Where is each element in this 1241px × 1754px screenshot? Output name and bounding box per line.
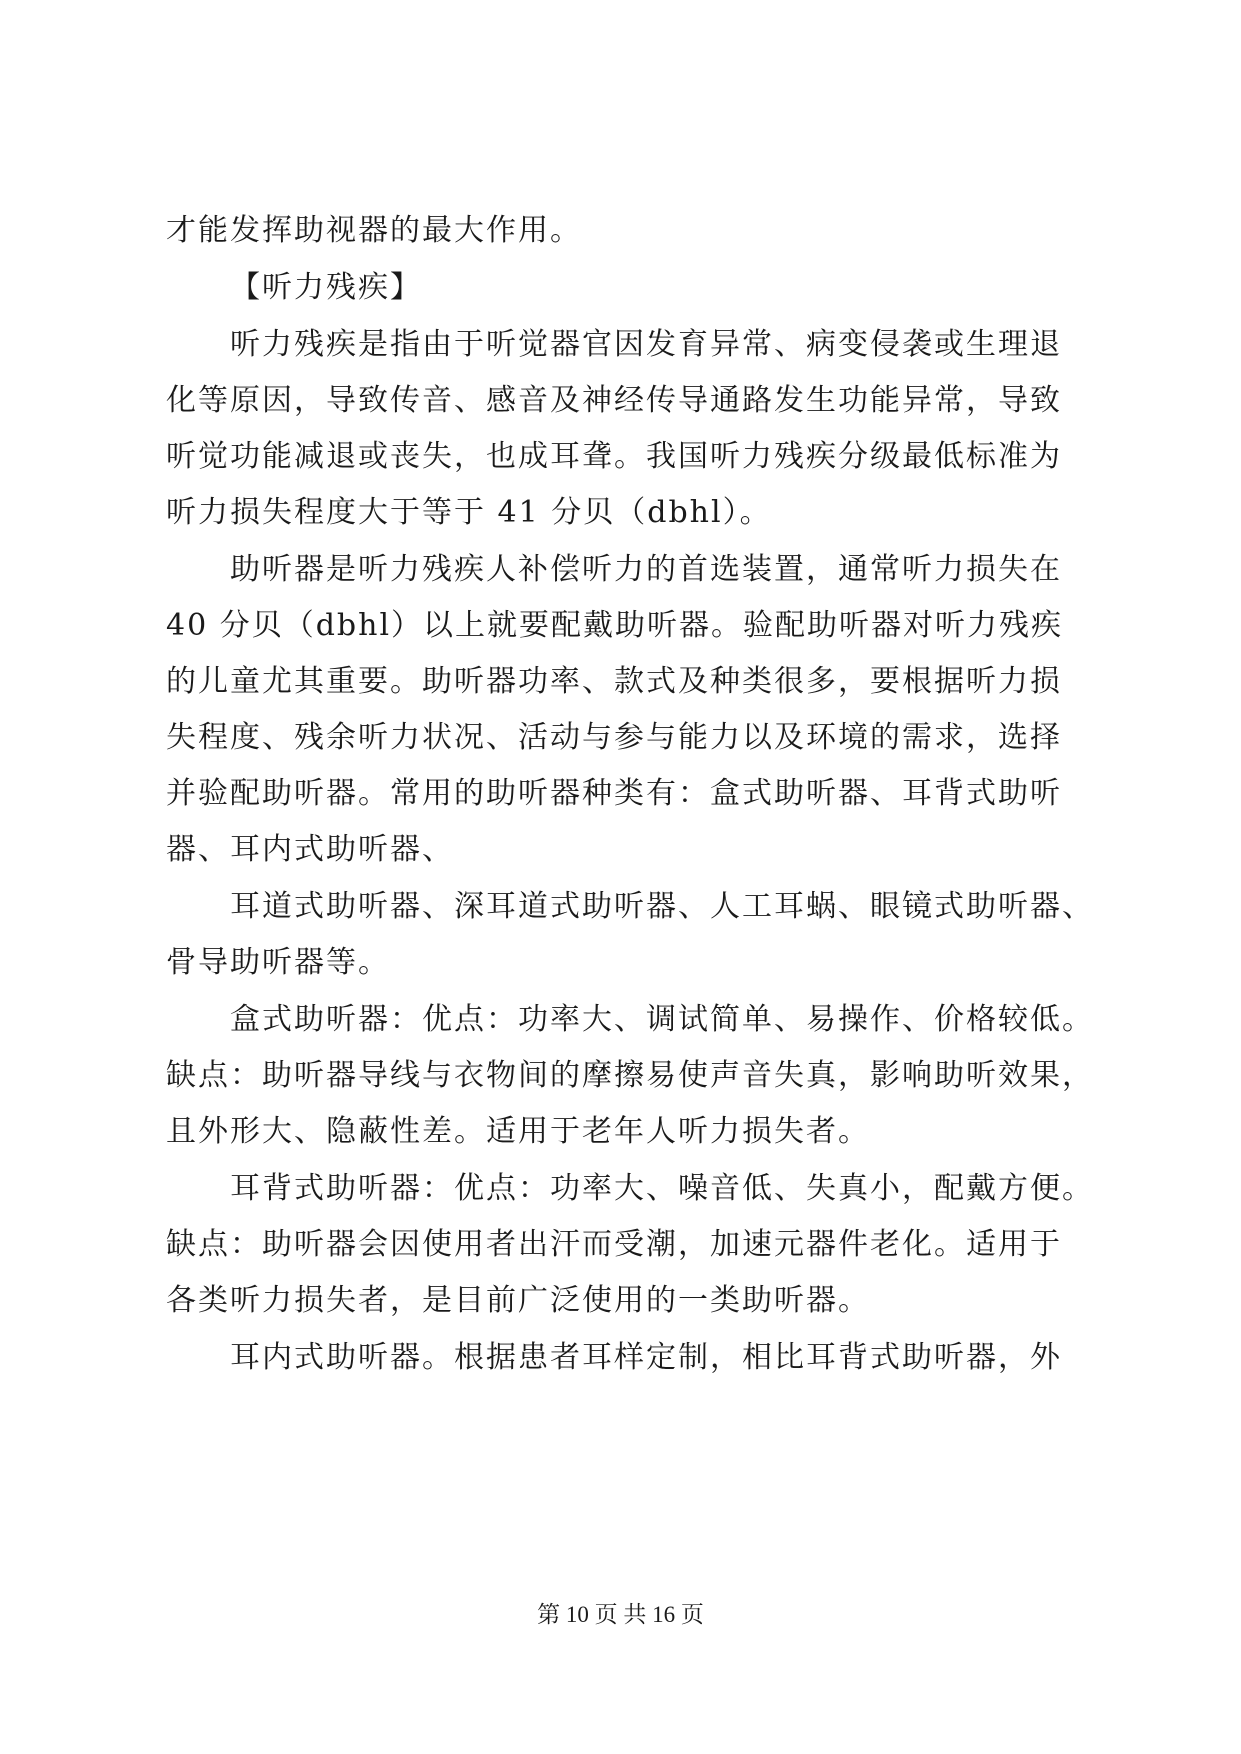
- text-line: 40 分贝（dbhl）以上就要配戴助听器。验配助听器对听力残疾: [166, 608, 1064, 643]
- text-line: 且外形大、隐蔽性差。适用于老年人听力损失者。: [166, 1114, 870, 1149]
- section-heading: 【听力残疾】: [230, 270, 422, 305]
- text-line: 耳内式助听器。根据患者耳样定制，相比耳背式助听器，外: [230, 1340, 1062, 1375]
- text-line: 缺点：助听器导线与衣物间的摩擦易使声音失真，影响助听效果，: [166, 1058, 1094, 1093]
- text-line: 骨导助听器等。: [166, 945, 390, 980]
- text-line: 并验配助听器。常用的助听器种类有：盒式助听器、耳背式助听: [166, 776, 1062, 811]
- text-line: 才能发挥助视器的最大作用。: [166, 213, 582, 248]
- text-line: 失程度、残余听力状况、活动与参与能力以及环境的需求，选择: [166, 720, 1062, 755]
- page-footer: 第 10 页 共 16 页: [537, 1602, 704, 1627]
- text-line: 助听器是听力残疾人补偿听力的首选装置，通常听力损失在: [230, 552, 1062, 587]
- text-line: 各类听力损失者，是目前广泛使用的一类助听器。: [166, 1283, 870, 1318]
- text-line: 化等原因，导致传音、感音及神经传导通路发生功能异常，导致: [166, 383, 1062, 418]
- text-line: 缺点：助听器会因使用者出汗而受潮，加速元器件老化。适用于: [166, 1227, 1062, 1262]
- text-line: 的儿童尤其重要。助听器功率、款式及种类很多，要根据听力损: [166, 664, 1062, 699]
- text-line: 器、耳内式助听器、: [166, 832, 454, 867]
- text-line: 耳背式助听器：优点：功率大、噪音低、失真小，配戴方便。: [230, 1171, 1094, 1206]
- text-line: 盒式助听器：优点：功率大、调试简单、易操作、价格较低。: [230, 1002, 1094, 1037]
- text-line: 听力残疾是指由于听觉器官因发育异常、病变侵袭或生理退: [230, 327, 1062, 362]
- text-line: 耳道式助听器、深耳道式助听器、人工耳蜗、眼镜式助听器、: [230, 889, 1094, 924]
- text-line: 听觉功能减退或丧失，也成耳聋。我国听力残疾分级最低标准为: [166, 439, 1062, 474]
- text-line: 听力损失程度大于等于 41 分贝（dbhl）。: [166, 495, 772, 530]
